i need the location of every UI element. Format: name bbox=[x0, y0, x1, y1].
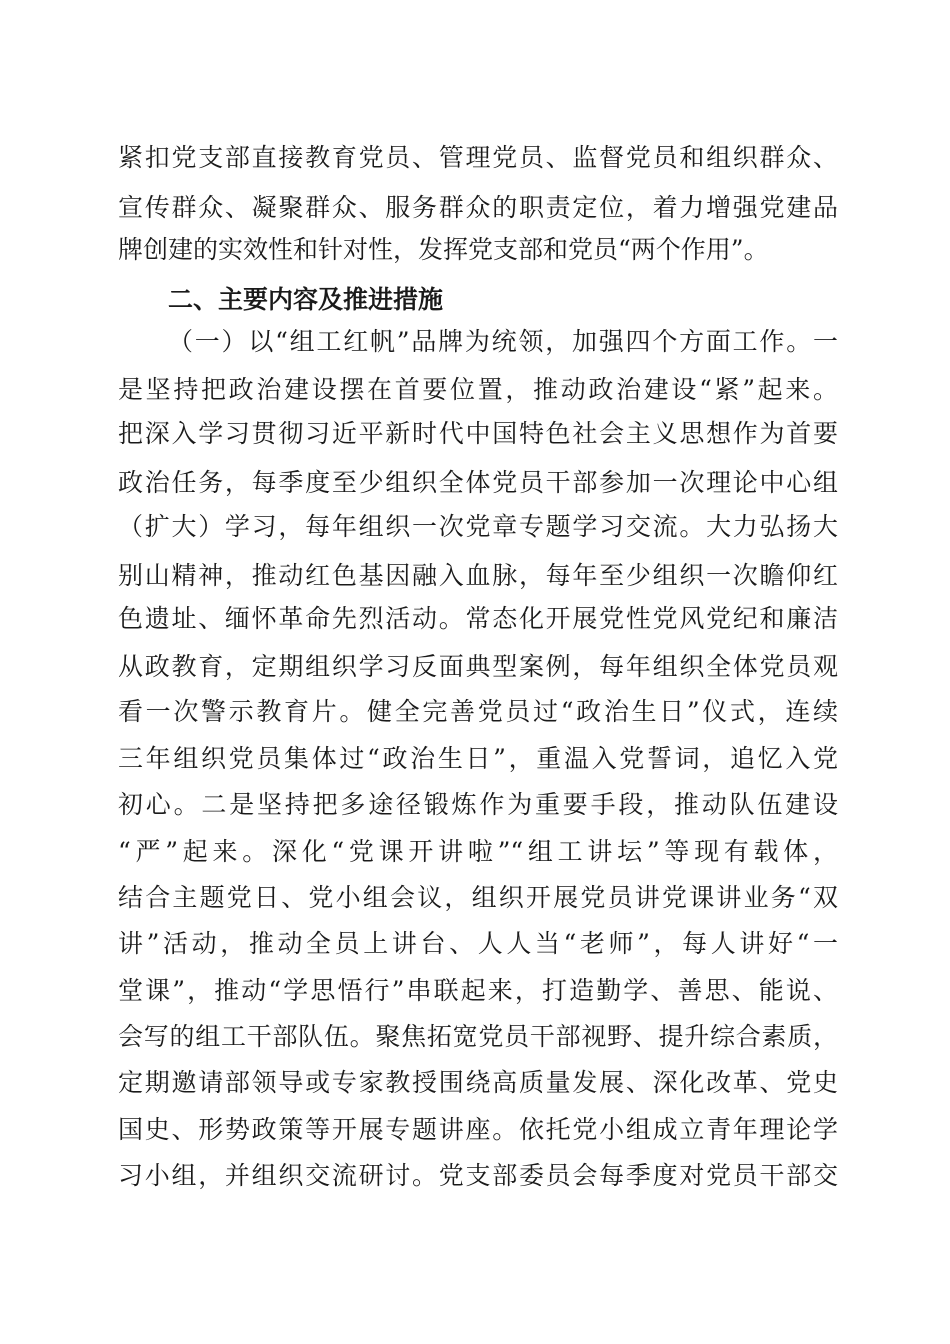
paragraph-line-21: 定期邀请部领导或专家教授围绕高质量发展、深化改革、党史 bbox=[118, 1068, 838, 1097]
paragraph-line-10: 别山精神，推动红色基因融入血脉，每年至少组织一次瞻仰红 bbox=[118, 561, 838, 590]
paragraph-line-14: 三年组织党员集体过“政治生日”，重温入党誓词，追忆入党 bbox=[118, 744, 838, 773]
paragraph-line-1: 紧扣党支部直接教育党员、管理党员、监督党员和组织群众、 bbox=[118, 143, 838, 172]
paragraph-line-17: 结合主题党日、党小组会议，组织开展党员讲党课讲业务“双 bbox=[118, 883, 838, 912]
paragraph-line-16: “严”起来。深化“党课开讲啦”“组工讲坛”等现有载体， bbox=[118, 837, 838, 866]
paragraph-line-2: 宣传群众、凝聚群众、服务群众的职责定位，着力增强党建品 bbox=[118, 193, 838, 222]
paragraph-line-7: 把深入学习贯彻习近平新时代中国特色社会主义思想作为首要 bbox=[118, 419, 838, 448]
paragraph-line-3: 牌创建的实效性和针对性，发挥党支部和党员“两个作用”。 bbox=[118, 235, 769, 264]
paragraph-line-15: 初心。二是坚持把多途径锻炼作为重要手段，推动队伍建设 bbox=[118, 790, 838, 819]
paragraph-line-9: （扩大）学习，每年组织一次党章专题学习交流。大力弘扬大 bbox=[118, 512, 838, 541]
paragraph-line-23: 习小组，并组织交流研讨。党支部委员会每季度对党员干部交 bbox=[118, 1161, 838, 1190]
paragraph-line-5: （一）以“组工红帆”品牌为统领，加强四个方面工作。一 bbox=[168, 327, 838, 356]
paragraph-line-22: 国史、形势政策等开展专题讲座。依托党小组成立青年理论学 bbox=[118, 1115, 838, 1144]
paragraph-line-11: 色遗址、缅怀革命先烈活动。常态化开展党性党风党纪和廉洁 bbox=[118, 604, 838, 633]
paragraph-line-8: 政治任务，每季度至少组织全体党员干部参加一次理论中心组 bbox=[118, 468, 838, 497]
section-heading: 二、主要内容及推进措施 bbox=[168, 285, 444, 314]
paragraph-line-20: 会写的组工干部队伍。聚焦拓宽党员干部视野、提升综合素质， bbox=[118, 1022, 838, 1051]
paragraph-line-12: 从政教育，定期组织学习反面典型案例，每年组织全体党员观 bbox=[118, 652, 838, 681]
paragraph-line-18: 讲”活动，推动全员上讲台、人人当“老师”，每人讲好“一 bbox=[118, 929, 838, 958]
paragraph-line-19: 堂课”，推动“学思悟行”串联起来，打造勤学、善思、能说、 bbox=[118, 976, 838, 1005]
paragraph-line-13: 看一次警示教育片。健全完善党员过“政治生日”仪式，连续 bbox=[118, 697, 838, 726]
paragraph-line-6: 是坚持把政治建设摆在首要位置，推动政治建设“紧”起来。 bbox=[118, 375, 838, 404]
